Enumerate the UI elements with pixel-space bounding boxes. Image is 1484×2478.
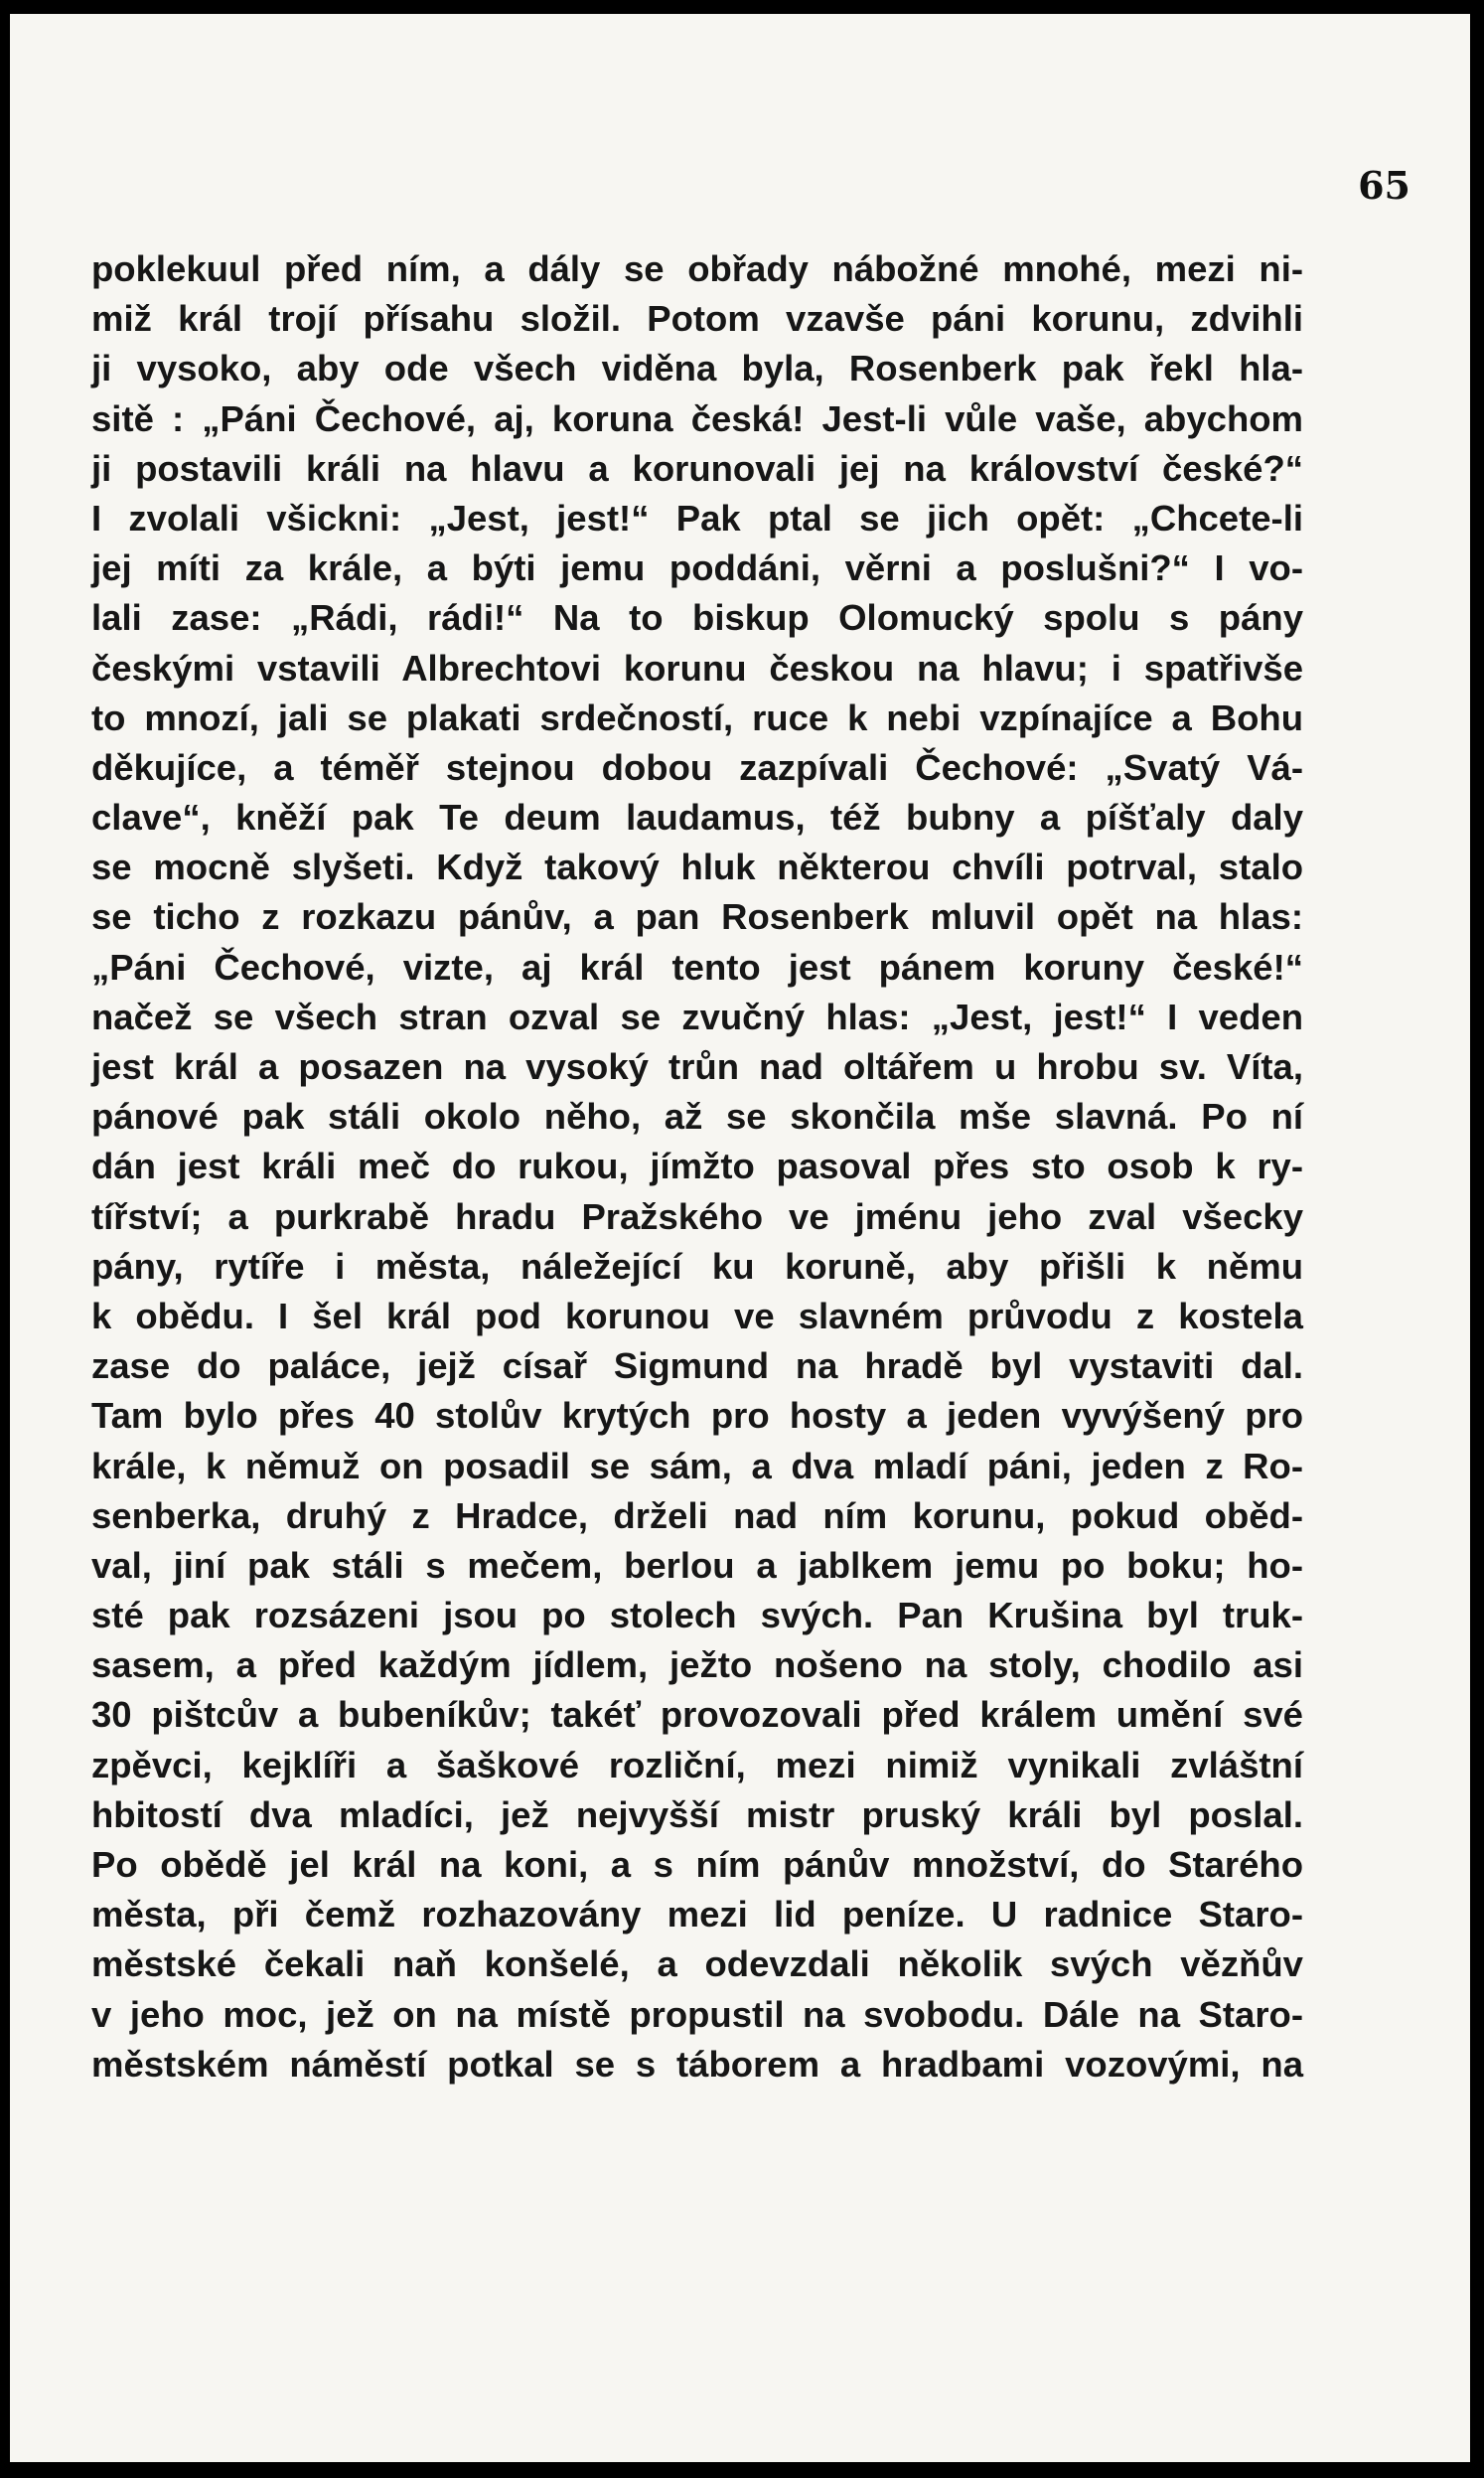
text-line: miž král trojí přísahu složil. Potom vzavše páni korunu, zdvihli <box>91 298 1303 340</box>
text-line: zpěvci, kejklíři a šaškové rozliční, mezi nimiž vynikali zvláštní <box>91 1744 1303 1785</box>
text-line: val, jiní pak stáli s mečem, berlou a jablkem jemu po boku; ho- <box>91 1544 1303 1586</box>
text-line: děkujíce, a téměř stejnou dobou zazpívali Čechové: „Svatý Vá- <box>91 746 1303 788</box>
text-line: českými vstavili Albrechtovi korunu českou na hlavu; i spatřivše <box>91 647 1303 689</box>
text-line: načež se všech stran ozval se zvučný hlas: „Jest, jest!“ I veden <box>91 996 1303 1037</box>
text-line: městském náměstí potkal se s táborem a hradbami vozovými, na <box>91 2043 1303 2085</box>
text-line: senberka, druhý z Hradce, drželi nad ním korunu, pokud oběd- <box>91 1494 1303 1536</box>
text-line: krále, k němuž on posadil se sám, a dva mladí páni, jeden z Ro- <box>91 1445 1303 1486</box>
text-line: Tam bylo přes 40 stolův krytých pro hosty a jeden vyvýšený pro <box>91 1395 1303 1437</box>
text-line: I zvolali všickni: „Jest, jest!“ Pak ptal se jich opět: „Chcete-li <box>91 497 1303 539</box>
text-line: lali zase: „Rádi, rádi!“ Na to biskup Olomucký spolu s pány <box>91 597 1303 639</box>
text-line: hbitostí dva mladíci, jež nejvyšší mistr pruský králi byl poslal. <box>91 1793 1303 1835</box>
text-line: dán jest králi meč do rukou, jímžto pasoval přes sto osob k ry- <box>91 1146 1303 1187</box>
text-line: k obědu. I šel král pod korunou ve slavném průvodu z kostela <box>91 1295 1303 1336</box>
page-number: 65 <box>1358 163 1410 208</box>
text-line: sitě : „Páni Čechové, aj, koruna česká! Jest-li vůle vaše, abychom <box>91 397 1303 439</box>
text-line: se mocně slyšeti. Když takový hluk některou chvíli potrval, stalo <box>91 847 1303 888</box>
text-line: jej míti za krále, a býti jemu poddáni, věrni a poslušni?“ I vo- <box>91 547 1303 589</box>
text-line: „Páni Čechové, vizte, aj král tento jest pánem koruny české!“ <box>91 946 1303 988</box>
text-line: ji postavili králi na hlavu a korunovali jej na království české?“ <box>91 447 1303 489</box>
text-line: v jeho moc, jež on na místě propustil na svobodu. Dále na Staro- <box>91 1993 1303 2035</box>
text-line: tířství; a purkrabě hradu Pražského ve jménu jeho zval všecky <box>91 1195 1303 1237</box>
text-line: ji vysoko, aby ode všech viděna byla, Rosenberk pak řekl hla- <box>91 348 1303 389</box>
text-line: sasem, a před každým jídlem, ježto nošeno na stoly, chodilo asi <box>91 1644 1303 1686</box>
text-line: se ticho z rozkazu pánův, a pan Rosenberk mluvil opět na hlas: <box>91 896 1303 938</box>
text-line: městské čekali naň konšelé, a odevzdali několik svých vězňův <box>91 1943 1303 1985</box>
text-line: sté pak rozsázeni jsou po stolech svých. Pan Krušina byl truk- <box>91 1595 1303 1636</box>
text-line: clave“, kněží pak Te deum laudamus, též bubny a píšťaly daly <box>91 797 1303 839</box>
text-line: jest král a posazen na vysoký trůn nad oltářem u hrobu sv. Víta, <box>91 1046 1303 1087</box>
text-line: pánové pak stáli okolo něho, až se skončila mše slavná. Po ní <box>91 1096 1303 1138</box>
text-line: pány, rytíře i města, náležející ku koruně, aby přišli k němu <box>91 1245 1303 1287</box>
text-line: zase do paláce, jejž císař Sigmund na hradě byl vystaviti dal. <box>91 1345 1303 1387</box>
body-text <box>91 244 1303 2090</box>
text-line: 30 pištcův a bubeníkův; takéť provozovali před králem umění své <box>91 1694 1303 1736</box>
text-line: poklekuul před ním, a dály se obřady nábožné mnohé, mezi ni- <box>91 248 1303 289</box>
text-line: Po obědě jel král na koni, a s ním pánův množství, do Starého <box>91 1844 1303 1885</box>
text-line: města, při čemž rozhazovány mezi lid peníze. U radnice Staro- <box>91 1894 1303 1936</box>
text-line: to mnozí, jali se plakati srdečností, ruce k nebi vzpínajíce a Bohu <box>91 697 1303 738</box>
book-page <box>10 14 1470 2462</box>
